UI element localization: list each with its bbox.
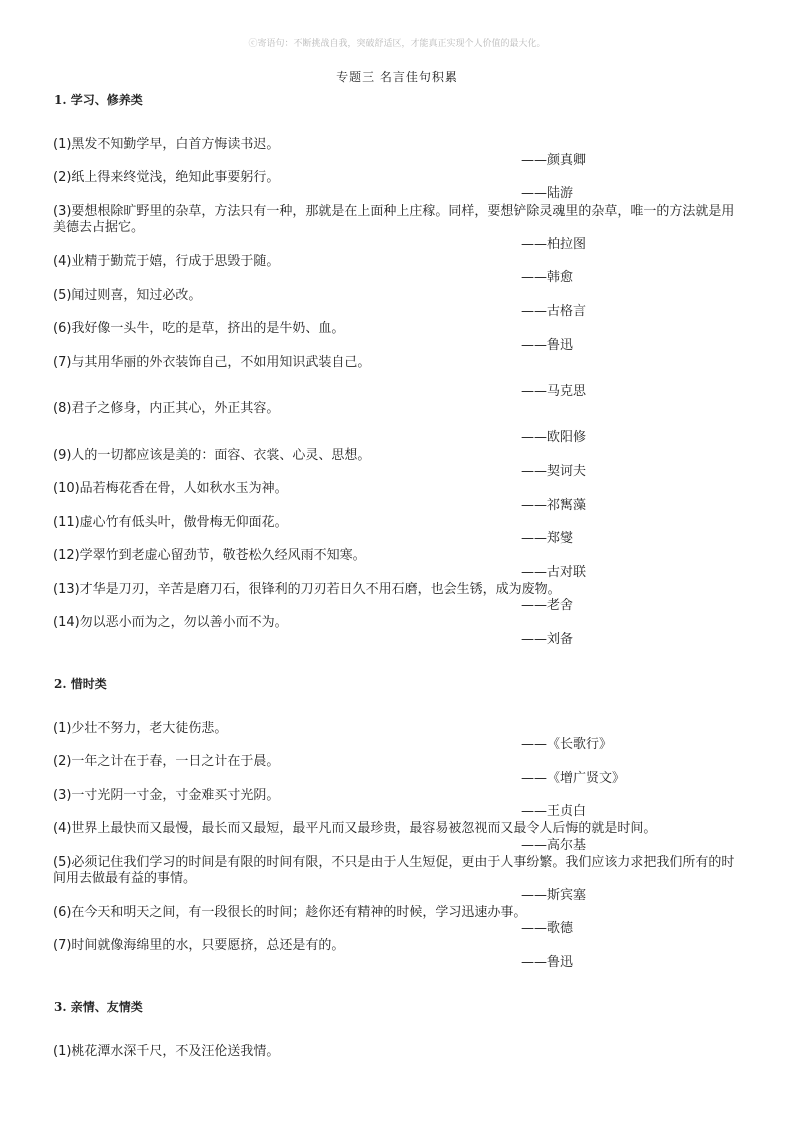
quote-author: ——郑燮 (521, 531, 574, 546)
section-heading: 1. 学习、修养类 (54, 93, 143, 107)
quote-line: (8)君子之修身，内正其心，外正其容。 (53, 401, 280, 416)
quote-line: (4)业精于勤荒于嬉，行成于思毁于随。 (53, 254, 280, 269)
quote-line: (1)黑发不知勤学早，白首方悔读书迟。 (53, 137, 280, 152)
quote-line: (12)学翠竹到老虚心留劲节，敬苍松久经风雨不知寒。 (53, 548, 366, 563)
quote-line: (5)闻过则喜，知过必改。 (53, 288, 202, 303)
quote-line: (13)才华是刀刃，辛苦是磨刀石，很锋利的刀刃若日久不用石磨，也会生锈，成为废物。 (53, 582, 561, 597)
quote-author: ——陆游 (521, 186, 574, 201)
quote-line: (2)纸上得来终觉浅，绝知此事要躬行。 (53, 170, 280, 185)
quote-line: (7)时间就像海绵里的水，只要愿挤，总还是有的。 (53, 938, 345, 953)
quote-author: ——《长歌行》 (521, 737, 613, 752)
quote-line: (3)要想根除旷野里的杂草，方法只有一种，那就是在上面种上庄稼。同样，要想铲除灵魂里的杂草，唯一的方法就是用 (53, 204, 735, 219)
quote-line: (1)桃花潭水深千尺，不及汪伦送我情。 (53, 1044, 280, 1059)
quote-author: ——欧阳修 (521, 430, 587, 445)
header-note: ⓒ寄语句：不断挑战自我，突破舒适区，才能真正实现个人价值的最大化。 (248, 39, 546, 49)
quote-author: ——老舍 (521, 598, 574, 613)
quote-line: 美德去占据它。 (53, 220, 145, 235)
quote-line: (14)勿以恶小而为之，勿以善小而不为。 (53, 615, 288, 630)
quote-author: ——颜真卿 (521, 153, 587, 168)
quote-author: ——斯宾塞 (521, 888, 587, 903)
quote-author: ——祁寯藻 (521, 498, 587, 513)
quote-author: ——刘备 (521, 632, 574, 647)
quote-author: ——古对联 (521, 565, 587, 580)
section-heading: 2. 惜时类 (54, 677, 107, 691)
quote-author: ——契诃夫 (521, 464, 587, 479)
quote-line: (6)我好像一头牛，吃的是草，挤出的是牛奶、血。 (53, 321, 345, 336)
quote-author: ——鲁迅 (521, 338, 574, 353)
quote-line: (5)必须记住我们学习的时间是有限的时间有限，不只是由于人生短促，更由于人事纷繁。我们应该力求把我们所有的时 (53, 855, 735, 870)
quote-author: ——柏拉图 (521, 237, 587, 252)
quote-line: (4)世界上最快而又最慢，最长而又最短，最平凡而又最珍贵，最容易被忽视而又最令人后悔的就是时间。 (53, 821, 657, 836)
quote-line: 间用去做最有益的事情。 (53, 871, 197, 886)
quote-line: (6)在今天和明天之间，有一段很长的时间；趁你还有精神的时候，学习迅速办事。 (53, 905, 527, 920)
quote-line: (2)一年之计在于春，一日之计在于晨。 (53, 754, 280, 769)
quote-line: (11)虚心竹有低头叶，傲骨梅无仰面花。 (53, 515, 288, 530)
quote-line: (7)与其用华丽的外衣装饰自己，不如用知识武装自己。 (53, 355, 371, 370)
page-title: 专题三 名言佳句积累 (336, 70, 458, 84)
quote-author: ——王贞白 (521, 804, 587, 819)
quote-author: ——韩愈 (521, 270, 574, 285)
quote-author: ——《增广贤文》 (521, 771, 626, 786)
quote-author: ——歌德 (521, 921, 574, 936)
quote-author: ——高尔基 (521, 838, 587, 853)
quote-line: (3)一寸光阴一寸金，寸金难买寸光阴。 (53, 788, 280, 803)
quote-line: (1)少壮不努力，老大徒伤悲。 (53, 721, 228, 736)
quote-line: (9)人的一切都应该是美的：面容、衣裳、心灵、思想。 (53, 448, 371, 463)
quote-author: ——鲁迅 (521, 955, 574, 970)
quote-line: (10)品若梅花香在骨，人如秋水玉为神。 (53, 481, 288, 496)
quote-author: ——古格言 (521, 304, 587, 319)
quote-author: ——马克思 (521, 384, 587, 399)
section-heading: 3. 亲情、友情类 (54, 1000, 143, 1014)
